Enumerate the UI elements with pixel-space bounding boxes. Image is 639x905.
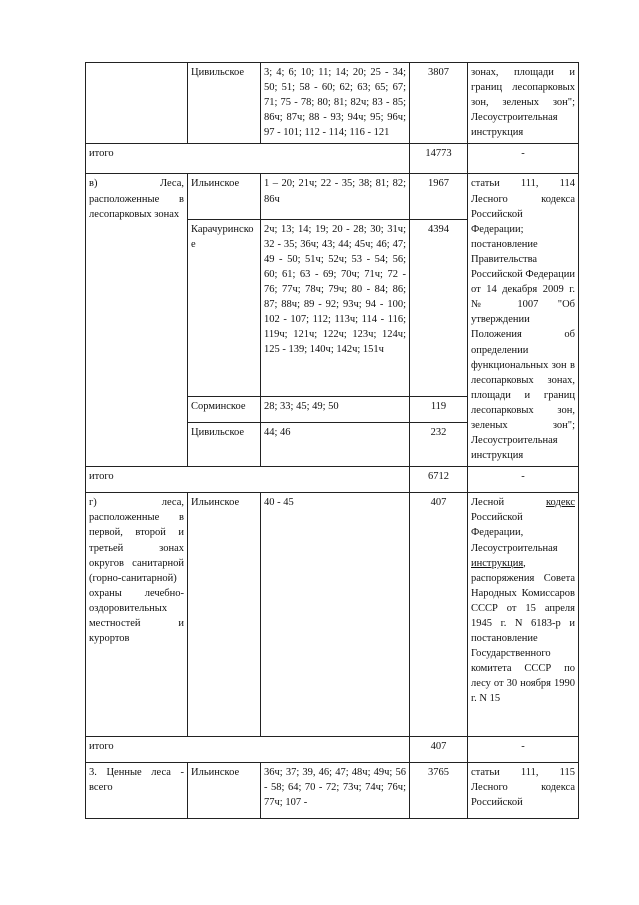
law-link-instruction[interactable]: инструкция [471,557,524,569]
district-cell: Сорминское [188,396,261,422]
district-cell: Ильинское [188,174,261,219]
area-cell: 3765 [410,763,468,819]
area-cell: 119 [410,396,468,422]
basis-cell: статьи 111, 114 Лесного кодекса Российской Федерации; постановление Правительства Российской Федерации от 14 декабря 2009 г. № 1007 "Об утверждении Положения об определении функциональных зон в лесопарковых зонах, площади и границ лесопарковых зон, зеленых зон"; Лесоустроительная инструкция [468,174,579,467]
basis-text: Лесной [471,497,546,509]
total-area: 407 [410,737,468,763]
district-cell: Карачуринское [188,219,261,396]
basis-cell: зонах, площади и границ лесопарковых зон, зеленых зон"; Лесоустроительная инструкция [468,63,579,144]
area-cell: 4394 [410,219,468,396]
quarters-cell: 36ч; 37; 39, 46; 47; 48ч; 49ч; 56 - 58; 64; 70 - 72; 73ч; 74ч; 76ч; 77ч; 107 - [261,763,410,819]
area-cell: 232 [410,423,468,467]
total-label: итого [86,144,410,174]
quarters-cell: 1 – 20; 21ч; 22 - 35; 38; 81; 82; 86ч [261,174,410,219]
area-cell: 1967 [410,174,468,219]
total-label: итого [86,467,410,493]
total-basis: - [468,467,579,493]
table-row [86,63,579,144]
quarters-cell: 44; 46 [261,423,410,467]
quarters-cell: 40 - 45 [261,493,410,737]
category-cell: г) леса, расположенные в первой, второй и третьей зонах округов санитарной (горно-санитарной) охраны лечебно-оздоровительных местностей и курортов [86,493,188,737]
basis-text: , распоряжения Совета Народных Комиссаров СССР от 15 апреля 1945 г. N 6183-р и постановление Государственного комитета СССР по лесу от 30 ноября 1990 г. N 15 [471,557,575,705]
category-cell [86,63,188,144]
category-cell: в) Леса, расположенные в лесопарковых зонах [86,174,188,467]
district-cell: Цивильское [188,63,261,144]
forest-table [85,62,579,819]
total-area: 14773 [410,144,468,174]
basis-text: Российской Федерации, Лесоустроительная [471,512,558,554]
total-area: 6712 [410,467,468,493]
total-row [86,144,579,174]
quarters-cell: 3; 4; 6; 10; 11; 14; 20; 25 - 34; 50; 51; 58 - 60; 62; 63; 65; 67; 71; 75 - 78; 80; 81; 82ч; 83 - 85; 86ч; 87ч; 88 - 93; 94ч; 95; 96ч; 97 - 101; 112 - 114; 116 - 121 [261,63,410,144]
total-label: итого [86,737,410,763]
total-row [86,467,579,493]
district-cell: Цивильское [188,423,261,467]
area-cell: 407 [410,493,468,737]
total-basis: - [468,737,579,763]
total-row [86,737,579,763]
district-cell: Ильинское [188,493,261,737]
quarters-cell: 2ч; 13; 14; 19; 20 - 28; 30; 31ч; 32 - 35; 36ч; 43; 44; 45ч; 46; 47; 49 - 50; 51ч; 52ч; 53 - 54; 56; 60; 61; 63 - 69; 70ч; 71ч; 72 - 76; 77ч; 78ч; 79ч; 80 - 84; 86; 87; 88ч; 89 - 92; 93ч; 94 - 100; 102 - 107; 112; 113ч; 114 - 116; 119ч; 121ч; 122ч; 123ч; 124ч; 125 - 139; 140ч; 142ч; 151ч [261,219,410,396]
quarters-cell: 28; 33; 45; 49; 50 [261,396,410,422]
district-cell: Ильинское [188,763,261,819]
category-cell: 3. Ценные леса - всего [86,763,188,819]
area-cell: 3807 [410,63,468,144]
table-row [86,174,579,219]
basis-cell: статьи 111, 115 Лесного кодекса Российской [468,763,579,819]
law-link-kodeks[interactable]: кодекс [545,497,575,509]
table-row [86,763,579,819]
table-row [86,493,579,737]
basis-cell [468,493,579,737]
total-basis: - [468,144,579,174]
